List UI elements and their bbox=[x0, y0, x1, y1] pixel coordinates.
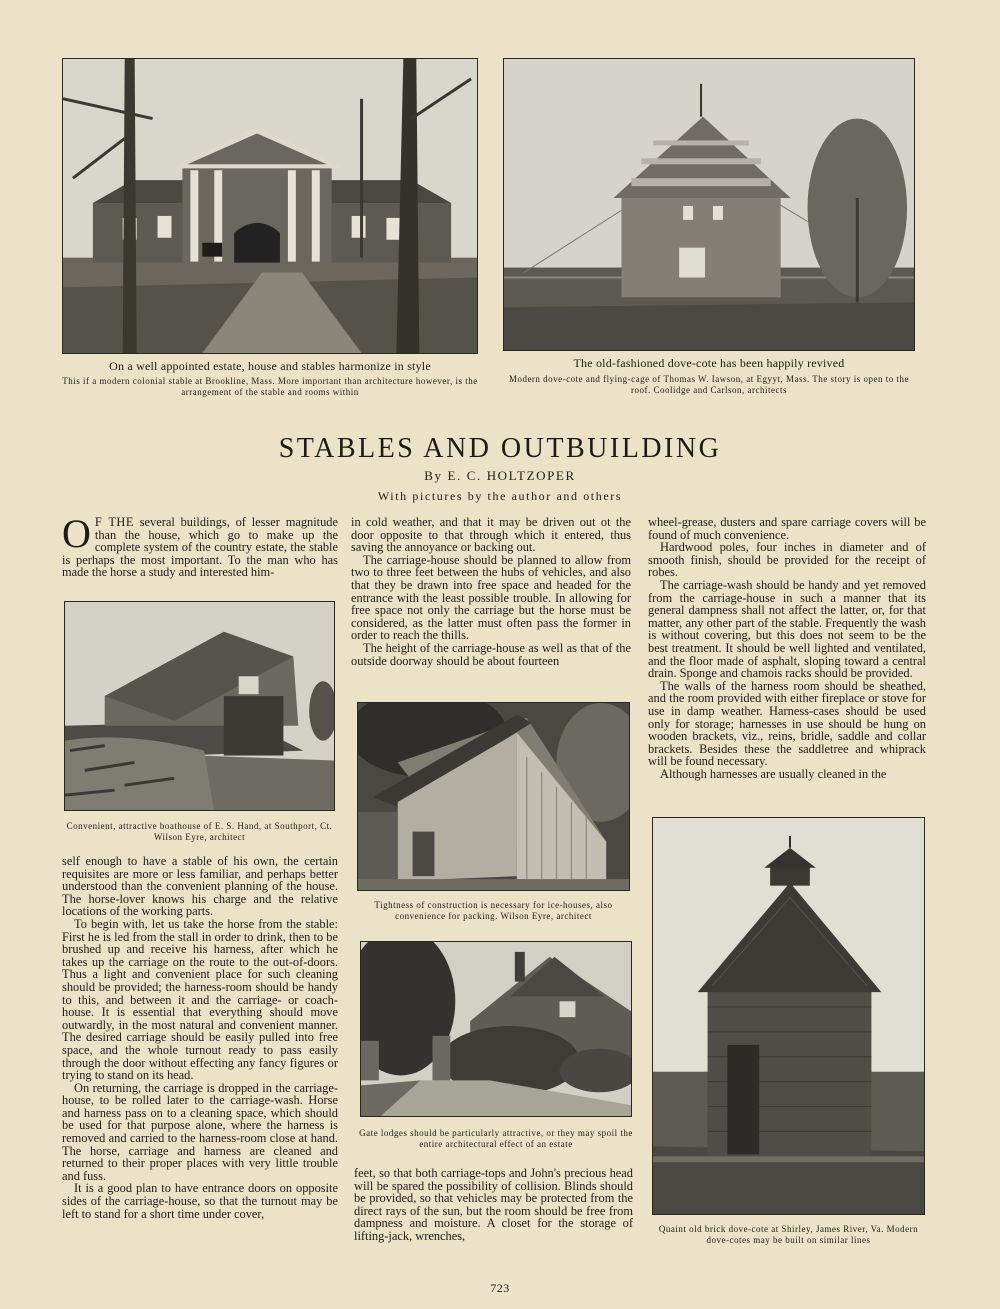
col2-paragraph-1: in cold weather, and that it may be driven out ot the door opposite to that through which it entered, thus saving the annoyance or backing out. bbox=[351, 515, 631, 555]
icehouse-illustration bbox=[358, 703, 629, 890]
col1-paragraph-3: On returning, the carriage is dropped in the carriage-house, to be rolled later to the carriage-wash. Horse and harness pass on to a cleaning space, which should be used for that purpose alone, where the harness is removed and carried to the harness-room close at hand. The horse, carriage and harness are cleaned and returned to their proper places with very little trouble and fuss. bbox=[62, 1080, 338, 1183]
article-title: STABLES AND OUTBUILDING bbox=[278, 433, 722, 464]
col3-paragraph-3: The carriage-wash should be handy and yet removed from the carriage-house in such a manner that its general dampness shall not affect the latter, or, for that matter, any other part of the stable. Frequently the wash is without covering, but this does not seem to be the best treatment. It should be well lighted and ventilated, and the floor made of asphalt, sloping toward a central drain. Sponge and chamois racks should be provided. bbox=[648, 577, 926, 681]
boathouse-illustration bbox=[65, 602, 334, 810]
gatelodge-caption: Gate lodges should be particularly attractive, or they may spoil the entire architectural effect of an estate bbox=[359, 1128, 633, 1149]
stable-caption-title: On a well appointed estate, house and stables harmonize in style bbox=[109, 359, 431, 373]
col1-paragraph-4: It is a good plan to have entrance doors on opposite sides of the carriage-house, so that the turnout may be left to stand for a short time under cover, bbox=[62, 1181, 338, 1221]
column-2-top bbox=[351, 516, 631, 667]
opening-lead: F THE bbox=[94, 515, 134, 529]
opening-paragraph bbox=[62, 511, 338, 580]
photo-gatelodge bbox=[360, 941, 632, 1117]
col3-paragraph-5: Although harnesses are usually cleaned in the bbox=[660, 766, 887, 781]
stable-caption: This if a modern colonial stable at Brookline, Mass. More important than architecture however, is the arrangement of the stable and rooms within bbox=[62, 376, 478, 397]
icehouse-caption: Tightness of construction is necessary for ice-houses, also convenience for packing. Wilson Eyre, architect bbox=[374, 900, 613, 921]
page-number: 723 bbox=[490, 1281, 510, 1295]
boathouse-caption: Convenient, attractive boathouse of E. S. Hand, at Southport, Ct. Wilson Eyre, architect bbox=[66, 821, 333, 842]
colonial-stable-illustration bbox=[63, 59, 477, 353]
dovecote-caption-title: The old-fashioned dove-cote has been happily revived bbox=[573, 356, 845, 370]
col2-paragraph-2: The carriage-house should be planned to allow from two to three feet between the hubs of vehicles, and also that they be drawn into free space and headed for the entrance with the least possible trouble. In allowing for free space not only the carriage but the horse must be considered, as the latter must often pass the former in order to reach the thills. bbox=[351, 552, 631, 643]
col1-paragraph-2: To begin with, let us take the horse from the stable: First he is led from the stall in order to drink, then to be brushed up and receive his harness, after which he takes up the carriage on the route to the out-of-doors. Thus a light and convenient place for such cleaning should be provided; the harness-room should be handy to this, and between it and the carriage- or coach-house. It is essential that everything should move outwardly, in the most natural and convenient manner. The desired carriage should be easily pulled into free space, and the whole turnout ready to pass easily through the door without effecting any fancy figures or trying to stand on its head. bbox=[62, 916, 338, 1083]
dovecote-caption: Modern dove-cote and flying-cage of Thomas W. Iawson, at Egyyt, Mass. The story is open to the roof. Coolidge and Carlson, architects bbox=[508, 374, 910, 395]
photo-dovecote bbox=[503, 58, 915, 351]
photo-colonial-stable bbox=[62, 58, 478, 354]
column-1-bottom bbox=[62, 855, 338, 1220]
dovecote-illustration bbox=[504, 59, 914, 350]
opening-text: several buildings, of lesser magnitude than the house, which go to make up the complete system of the country estate, the stable is perhaps the most important. To the man who has made the horse a study and interested him- bbox=[62, 515, 338, 580]
photo-boathouse bbox=[64, 601, 335, 811]
col3-paragraph-1: wheel-grease, dusters and spare carriage covers will be found of much convenience. bbox=[648, 515, 926, 542]
column-3-top bbox=[648, 516, 926, 780]
column-2-bottom bbox=[354, 1167, 633, 1243]
gatelodge-illustration bbox=[361, 942, 631, 1116]
article-byline: By E. C. HOLTZOPER bbox=[424, 468, 576, 483]
col1-paragraph-1: self enough to have a stable of his own, the certain requisites are more or less familiar, and perhaps better understood than the convenient planning of the house. The horse-lover knows his charge and the relative locations of the working parts. bbox=[62, 854, 338, 919]
photo-brick-dovecote bbox=[652, 817, 925, 1215]
col2-paragraph-3: The height of the carriage-house as well as that of the outside doorway should be about fourteen bbox=[351, 640, 631, 668]
article-credit: With pictures by the author and others bbox=[377, 489, 623, 503]
brick-dovecote-caption: Quaint old brick dove-cote at Shirley, James River, Va. Modern dove-cotes may be built on similar lines bbox=[658, 1224, 919, 1245]
col3-paragraph-4: The walls of the harness room should be sheathed, and the room provided with either fireplace or stove for use in damp weather. Harness-cases should be used only for storage; harnesses in use should be hung on wooden brackets, viz., reins, bridle, saddle and collar brackets. Besides these the saddletree and whiprack will be found necessary. bbox=[648, 678, 926, 769]
photo-icehouse bbox=[357, 702, 630, 891]
column-1-top bbox=[62, 511, 338, 580]
brick-dovecote-illustration bbox=[653, 818, 924, 1214]
col3-paragraph-2: Hardwood poles, four inches in diameter and of smooth finish, should be provided for the receipt of robes. bbox=[648, 540, 926, 580]
drop-cap: O bbox=[62, 511, 91, 556]
col2-closing-paragraph: feet, so that both carriage-tops and John's precious head will be spared the possibility of collision. Blinds should be provided, so that vehicles may be protected from the direct rays of the sun, but the room should be free from dampness and moisture. A closet for the storage of lifting-jack, wrenches, bbox=[354, 1166, 633, 1243]
